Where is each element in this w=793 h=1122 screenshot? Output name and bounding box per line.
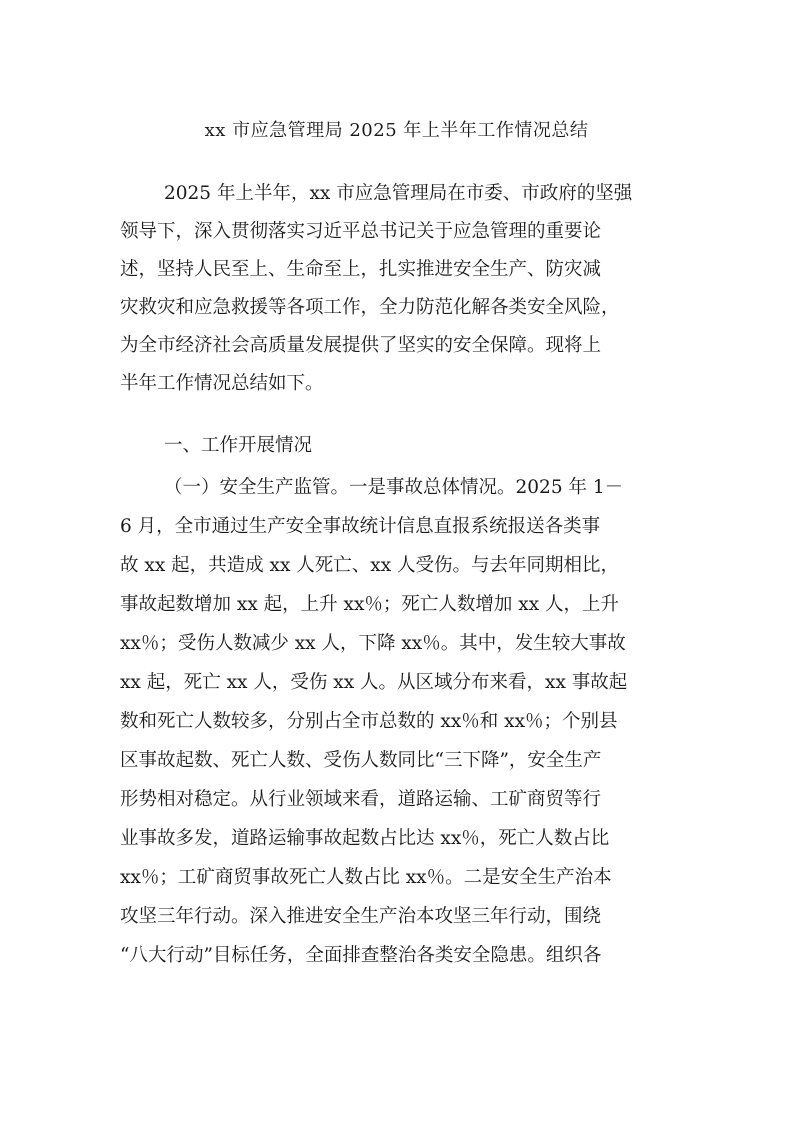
paragraph-line: xx 起，死亡 xx 人，受伤 xx 人。从区域分布来看，xx 事故起 (120, 672, 628, 693)
paragraph-line: xx％；受伤人数减少 xx 人，下降 xx％。其中，发生较大事故 (120, 633, 626, 654)
paragraph-line: （一）安全生产监管。一是事故总体情况。2025 年 1－ (164, 477, 624, 498)
paragraph-line: 2025 年上半年，xx 市应急管理局在市委、市政府的坚强 (164, 183, 633, 204)
paragraph-line: “八大行动”目标任务，全面排查整治各类安全隐患。组织各 (120, 945, 602, 966)
paragraph-line: 半年工作情况总结如下。 (120, 373, 324, 394)
paragraph-line: 区事故起数、死亡人数、受伤人数同比“三下降”，安全生产 (120, 750, 602, 771)
paragraph-line: 事故起数增加 xx 起，上升 xx％；死亡人数增加 xx 人，上升 (120, 594, 620, 615)
paragraph-line: 故 xx 起，共造成 xx 人死亡、xx 人受伤。与去年同期相比， (120, 555, 620, 576)
section-heading: 一、工作开展情况 (164, 435, 313, 456)
paragraph-line: 领导下，深入贯彻落实习近平总书记关于应急管理的重要论 (120, 221, 602, 242)
paragraph-line: 为全市经济社会高质量发展提供了坚实的安全保障。现将上 (120, 335, 602, 356)
paragraph-line: 数和死亡人数较多，分别占全市总数的 xx％和 xx％；个别县 (120, 711, 618, 732)
paragraph-line: 攻坚三年行动。深入推进安全生产治本攻坚三年行动，围绕 (120, 906, 602, 927)
paragraph-line: 述，坚持人民至上、生命至上，扎实推进安全生产、防灾减 (120, 259, 602, 280)
paragraph-line: 灾救灾和应急救援等各项工作，全力防范化解各类安全风险， (120, 297, 620, 318)
paragraph-line: 6 月，全市通过生产安全事故统计信息直报系统报送各类事 (120, 516, 601, 537)
paragraph-line: 业事故多发，道路运输事故起数占比达 xx％，死亡人数占比 (120, 828, 610, 849)
paragraph-line: 形势相对稳定。从行业领域来看，道路运输、工矿商贸等行 (120, 789, 602, 810)
document-title: xx 市应急管理局 2025 年上半年工作情况总结 (204, 120, 589, 141)
paragraph-line: xx％；工矿商贸事故死亡人数占比 xx％。二是安全生产治本 (120, 867, 612, 888)
